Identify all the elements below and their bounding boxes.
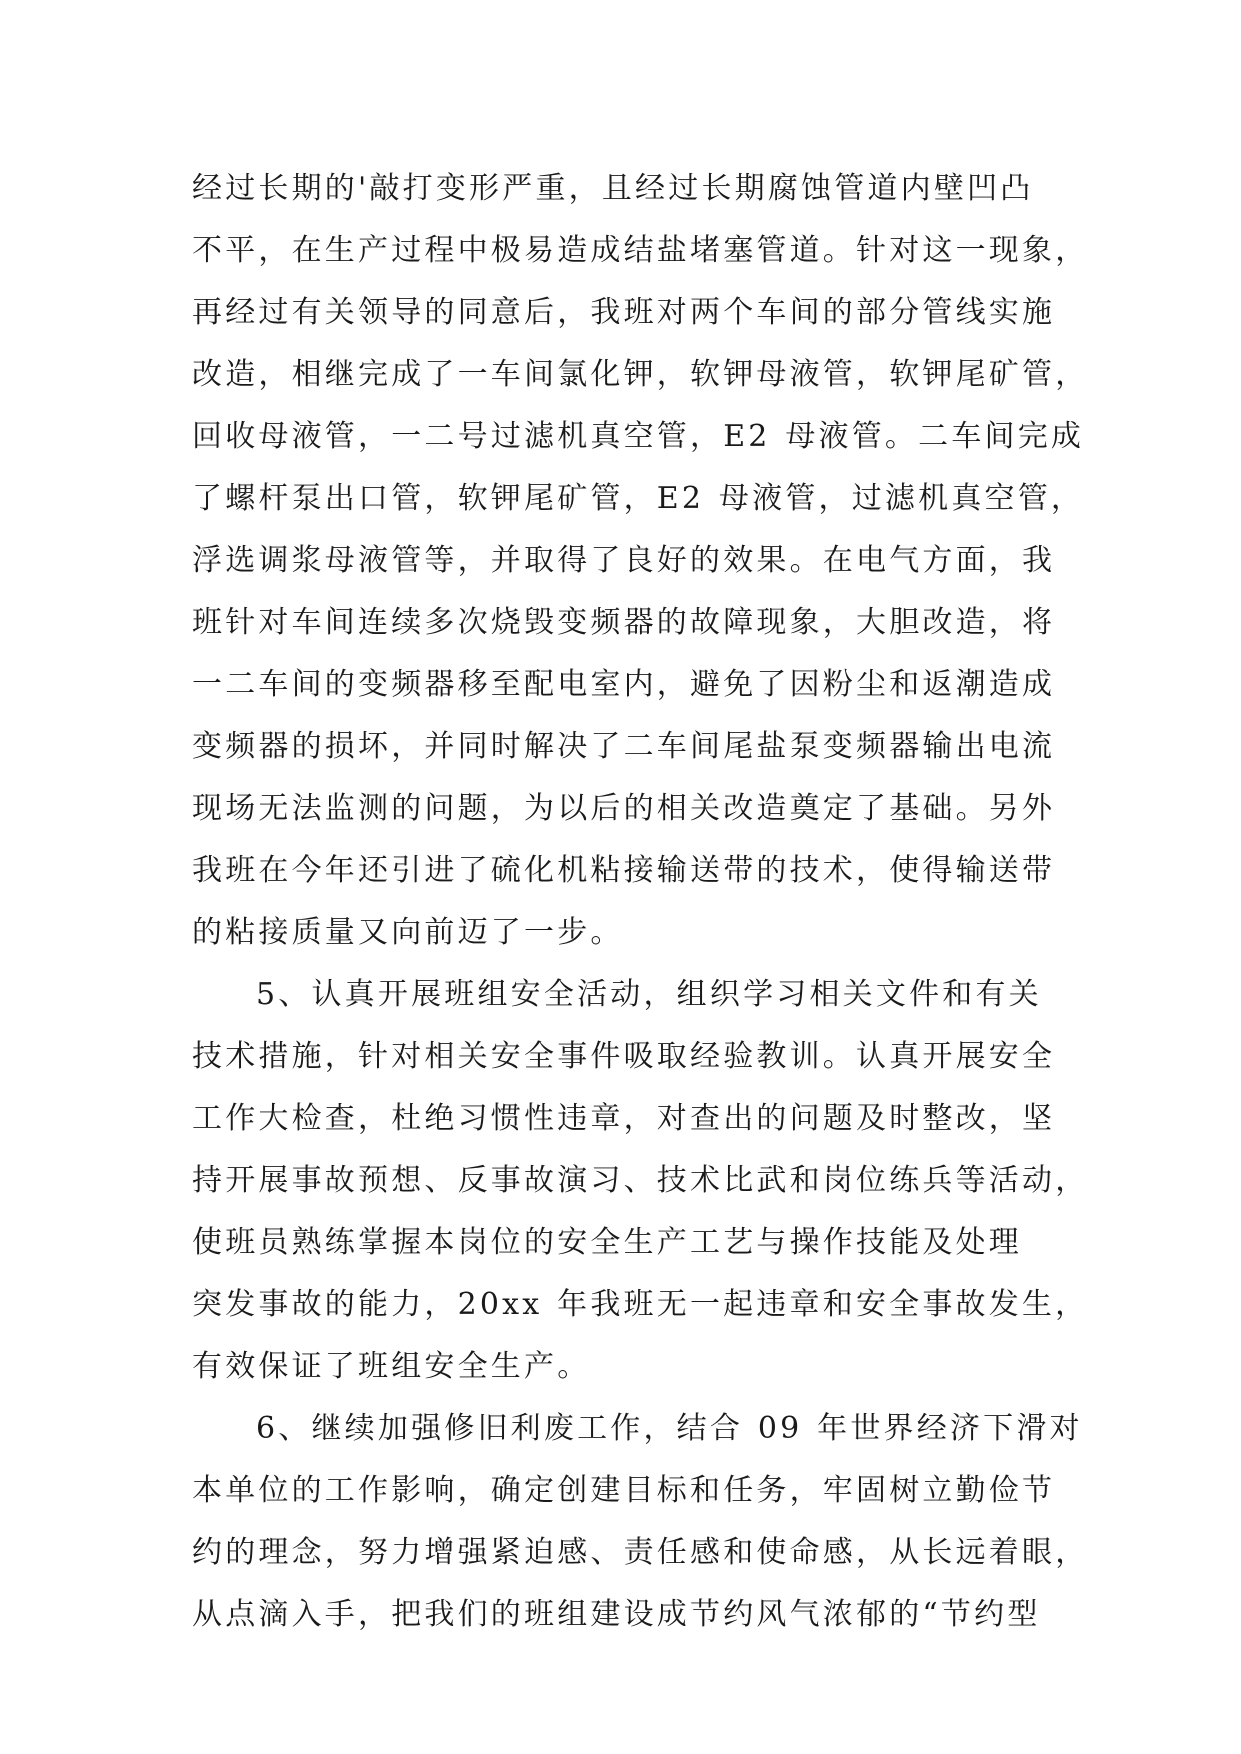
text-line: 变频器的损坏，并同时解决了二车间尾盐泵变频器输出电流 [192,729,1056,764]
text-line: 班针对车间连续多次烧毁变频器的故障现象，大胆改造，将 [192,605,1056,640]
text-line: 本单位的工作影响，确定创建目标和任务，牢固树立勤俭节 [192,1473,1056,1508]
body-text [192,158,1089,1646]
text-line: 突发事故的能力，20xx 年我班无一起违章和安全事故发生， [192,1287,1089,1322]
text-line: 约的理念，努力增强紧迫感、责任感和使命感，从长远着眼， [192,1535,1089,1570]
text-line: 我班在今年还引进了硫化机粘接输送带的技术，使得输送带 [192,853,1056,888]
text-line: 现场无法监测的问题，为以后的相关改造奠定了基础。另外 [192,791,1056,826]
text-line: 回收母液管，一二号过滤机真空管，E2 母液管。二车间完成 [192,419,1085,454]
text-line: 工作大检查，杜绝习惯性违章，对查出的问题及时整改，坚 [192,1101,1056,1136]
text-line: 经过长期的'敲打变形严重，且经过长期腐蚀管道内壁凹凸 [192,171,1034,206]
text-line: 浮选调浆母液管等，并取得了良好的效果。在电气方面，我 [192,543,1056,578]
text-line: 一二车间的变频器移至配电室内，避免了因粉尘和返潮造成 [192,667,1056,702]
text-line: 的粘接质量又向前迈了一步。 [192,915,624,950]
paragraph-6-first-line: 6、继续加强修旧利废工作，结合 09 年世界经济下滑对 [256,1411,1083,1446]
text-line: 从点滴入手，把我们的班组建设成节约风气浓郁的“节约型 [192,1597,1041,1632]
text-line: 不平，在生产过程中极易造成结盐堵塞管道。针对这一现象， [192,233,1089,268]
text-line: 持开展事故预想、反事故演习、技术比武和岗位练兵等活动， [192,1163,1089,1198]
paragraph-5-first-line: 5、认真开展班组安全活动，组织学习相关文件和有关 [256,977,1042,1012]
text-line: 改造，相继完成了一车间氯化钾，软钾母液管，软钾尾矿管， [192,357,1089,392]
text-line: 了螺杆泵出口管，软钾尾矿管，E2 母液管，过滤机真空管， [192,481,1085,516]
text-line: 有效保证了班组安全生产。 [192,1349,591,1384]
text-line: 再经过有关领导的同意后，我班对两个车间的部分管线实施 [192,295,1056,330]
text-line: 技术措施，针对相关安全事件吸取经验教训。认真开展安全 [192,1039,1056,1074]
text-line: 使班员熟练掌握本岗位的安全生产工艺与操作技能及处理 [192,1225,1022,1260]
